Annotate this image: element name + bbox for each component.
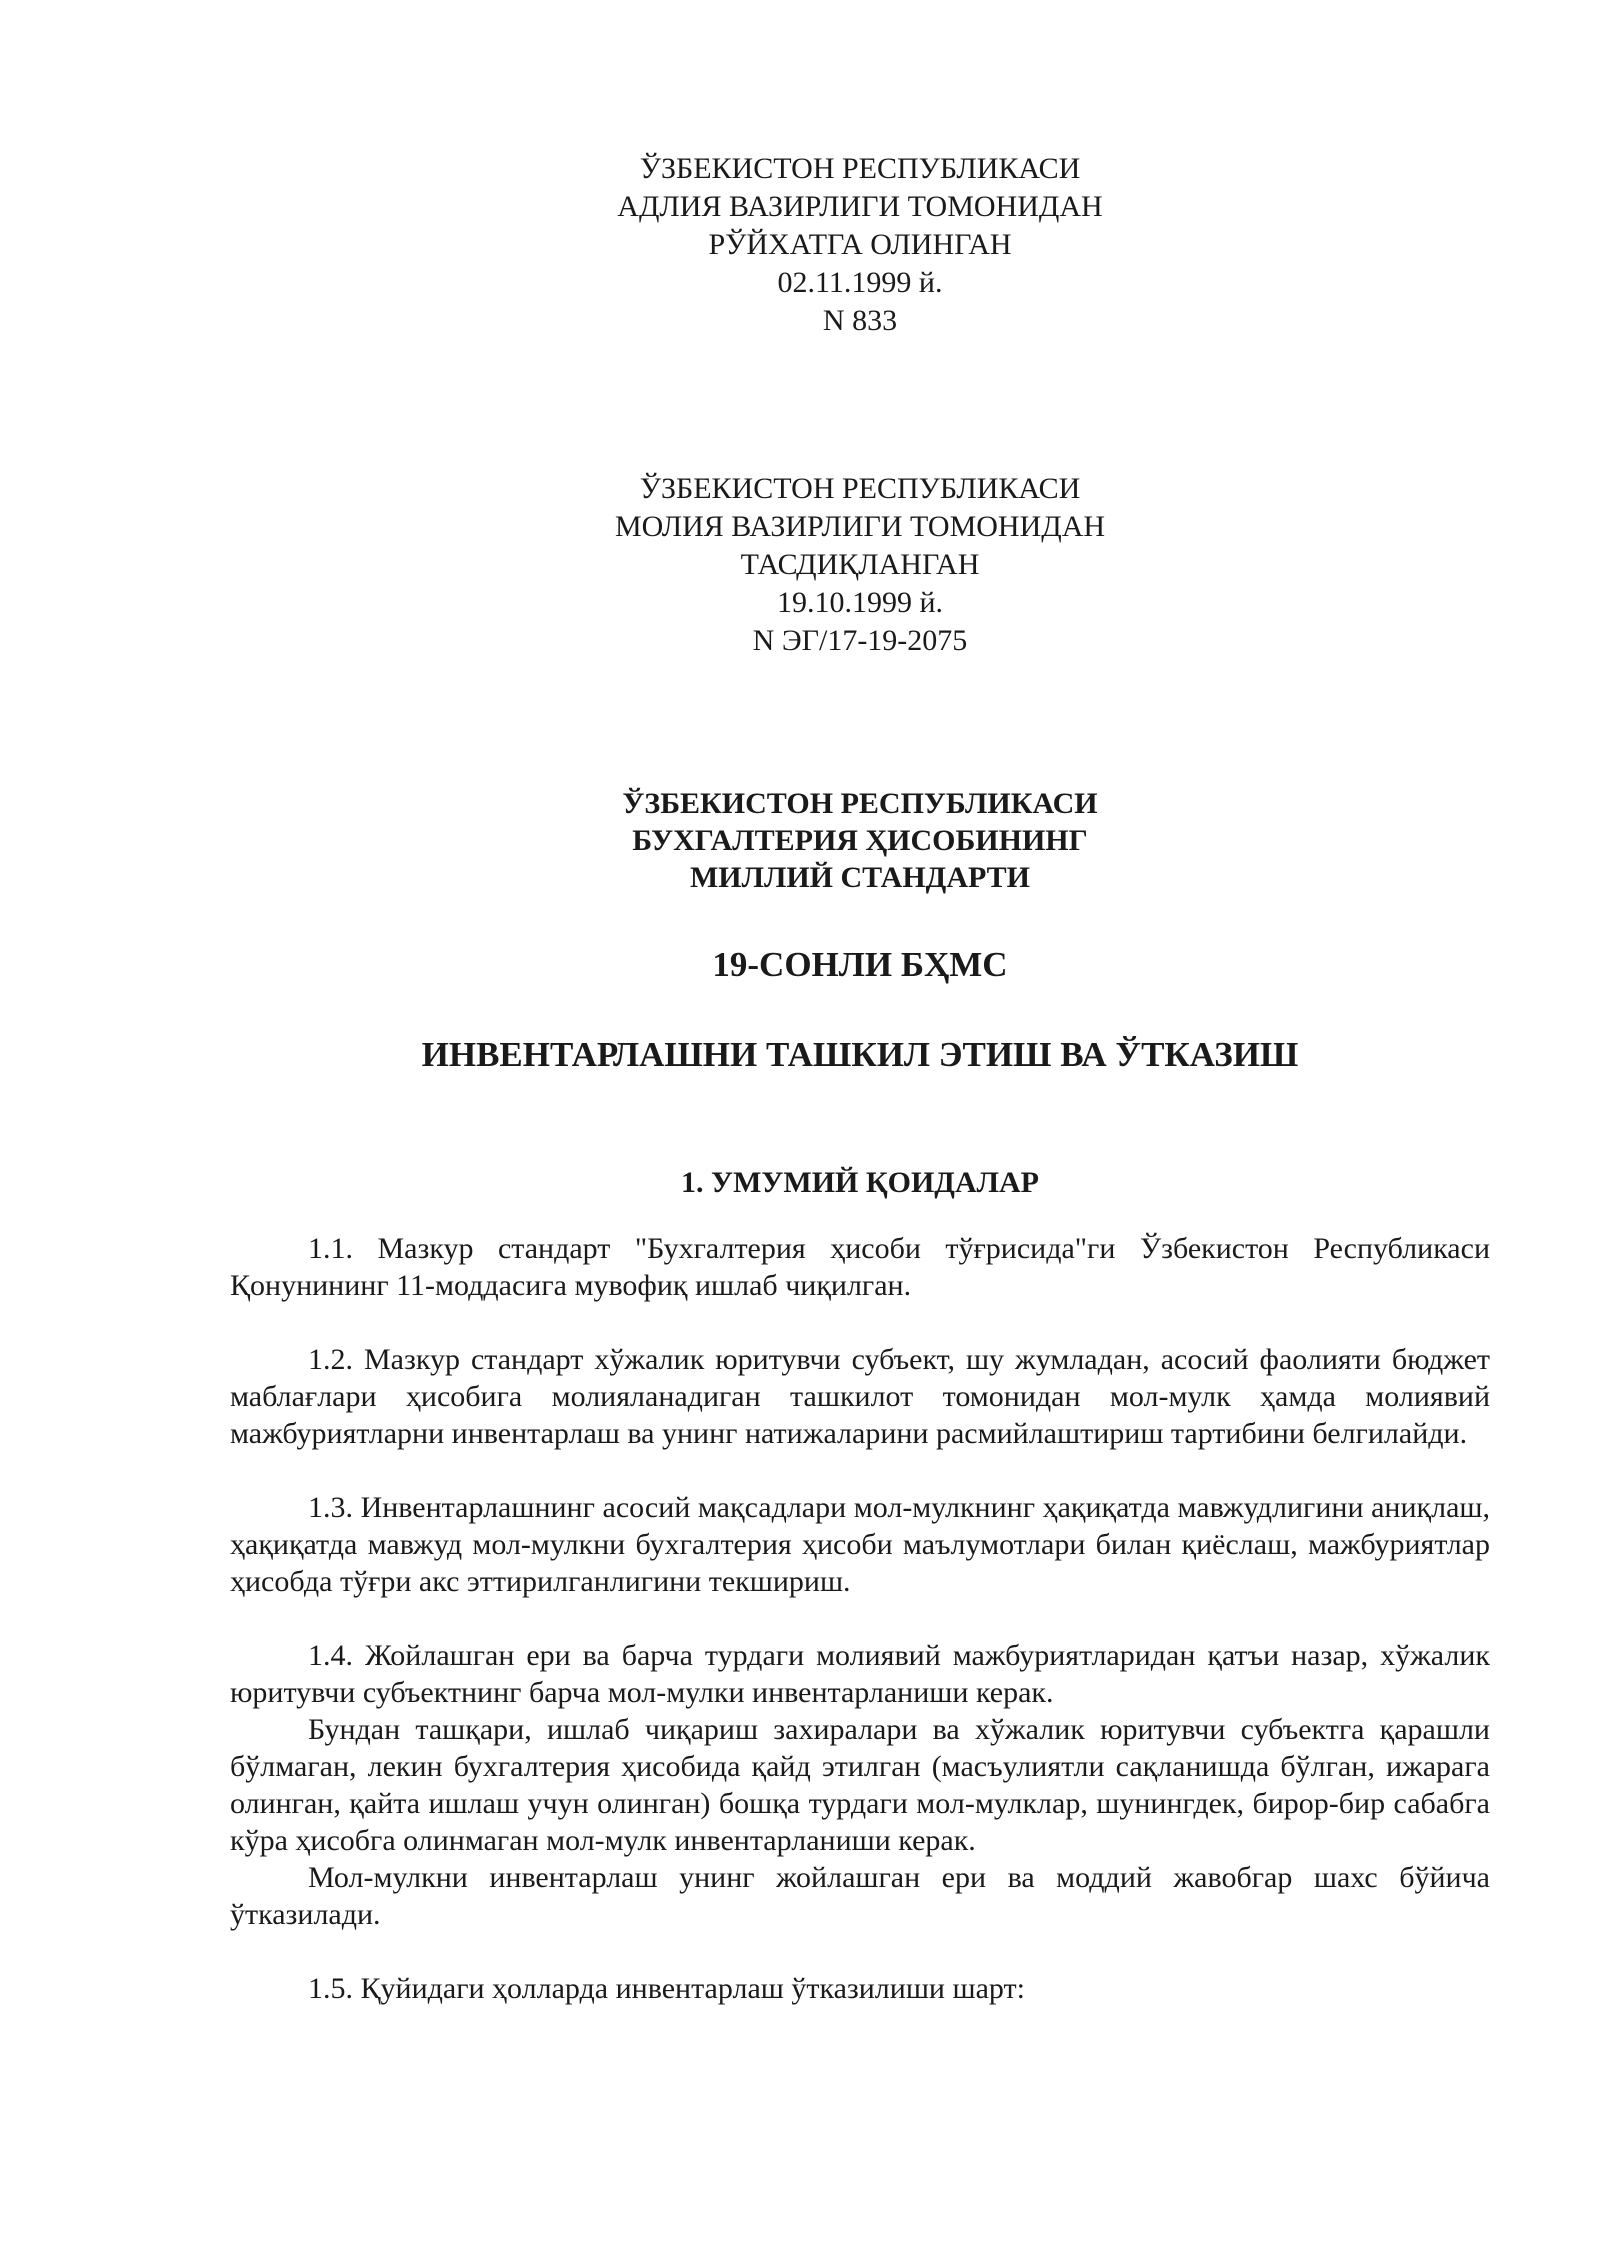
registration-stamp-line: АДЛИЯ ВАЗИРЛИГИ ТОМОНИДАН xyxy=(617,190,1103,223)
paragraph-1-4-closing: Мол-мулкни инвентарлаш унинг жойлашган ери ва моддий жавобгар шахс бўйича ўтказилади. xyxy=(230,1861,1490,1931)
standard-number: 19-СОНЛИ БҲМС xyxy=(712,945,1008,984)
standard-title xyxy=(0,785,1600,896)
paragraph-1-4-continuation: Бундан ташқари, ишлаб чиқариш захиралари ва хўжалик юритувчи субъектга қарашли бўлмаган, лекин бухгалтерия ҳисобида қайд этилган (масъулиятли сақланишда бўлган, ижарага олинган, қайта ишлаш учун олинган) бошқа турдаги мол-мулклар, шунингдек, бирор-бир сабабга кўра ҳисобга олинмаган мол-мулк инвентарланиши керак. xyxy=(230,1713,1490,1857)
paragraph-1-2: 1.2. Мазкур стандарт хўжалик юритувчи субъект, шу жумладан, асосий фаолияти бюджет маблағлари ҳисобига молияланадиган ташкилот томонидан мол-мулк ҳамда молиявий мажбуриятларни инвентарлаш ва унинг натижаларини расмийлаштириш тартибини белгилайди. xyxy=(230,1343,1490,1450)
registration-date: 02.11.1999 й. xyxy=(777,266,943,299)
paragraph-1-5: 1.5. Қуйидаги ҳолларда инвентарлаш ўтказилиши шарт: xyxy=(308,1972,1025,2005)
registration-stamp-line: РЎЙХАТГА ОЛИНГАН xyxy=(708,228,1012,261)
registration-stamp xyxy=(0,150,1600,340)
standard-name: ИНВЕНТАРЛАШНИ ТАШКИЛ ЭТИШ ВА ЎТКАЗИШ xyxy=(421,1035,1299,1074)
standard-title-line: ЎЗБЕКИСТОН РЕСПУБЛИКАСИ xyxy=(622,787,1098,820)
approval-stamp-line: МОЛИЯ ВАЗИРЛИГИ ТОМОНИДАН xyxy=(614,510,1106,543)
paragraph-1-3: 1.3. Инвентарлашнинг асосий мақсадлари мол-мулкнинг ҳақиқатда мавжудлигини аниқлаш, ҳақиқатда мавжуд мол-мулкни бухгалтерия ҳисоби маълумотлари билан қиёслаш, мажбуриятлар ҳисобда тўғри акс эттирилганлигини текшириш. xyxy=(230,1491,1490,1598)
approval-stamp-line: ЎЗБЕКИСТОН РЕСПУБЛИКАСИ xyxy=(639,472,1081,505)
approval-date: 19.10.1999 й. xyxy=(776,586,944,619)
paragraph-1-4: 1.4. Жойлашган ери ва барча турдаги молиявий мажбуриятларидан қатъи назар, хўжалик юритувчи субъектнинг барча мол-мулки инвентарланиши керак. xyxy=(230,1639,1490,1709)
approval-stamp xyxy=(0,470,1600,660)
approval-number: N ЭГ/17-19-2075 xyxy=(752,624,968,657)
registration-number: N 833 xyxy=(822,304,898,337)
standard-title-line: БУХГАЛТЕРИЯ ҲИСОБИНИНГ xyxy=(632,824,1088,857)
paragraph-1-1-block xyxy=(230,1230,1490,2007)
registration-stamp-line: ЎЗБЕКИСТОН РЕСПУБЛИКАСИ xyxy=(639,152,1081,185)
standard-title-line: МИЛЛИЙ СТАНДАРТИ xyxy=(689,861,1031,894)
section-heading: 1. УМУМИЙ ҚОИДАЛАР xyxy=(681,1166,1039,1199)
approval-stamp-line: ТАСДИҚЛАНГАН xyxy=(740,548,980,581)
paragraph-1-1: 1.1. Мазкур стандарт "Бухгалтерия ҳисоби тўғрисида"ги Ўзбекистон Республикаси Қонунининг 11-моддасига мувофиқ ишлаб чиқилган. xyxy=(230,1232,1490,1302)
